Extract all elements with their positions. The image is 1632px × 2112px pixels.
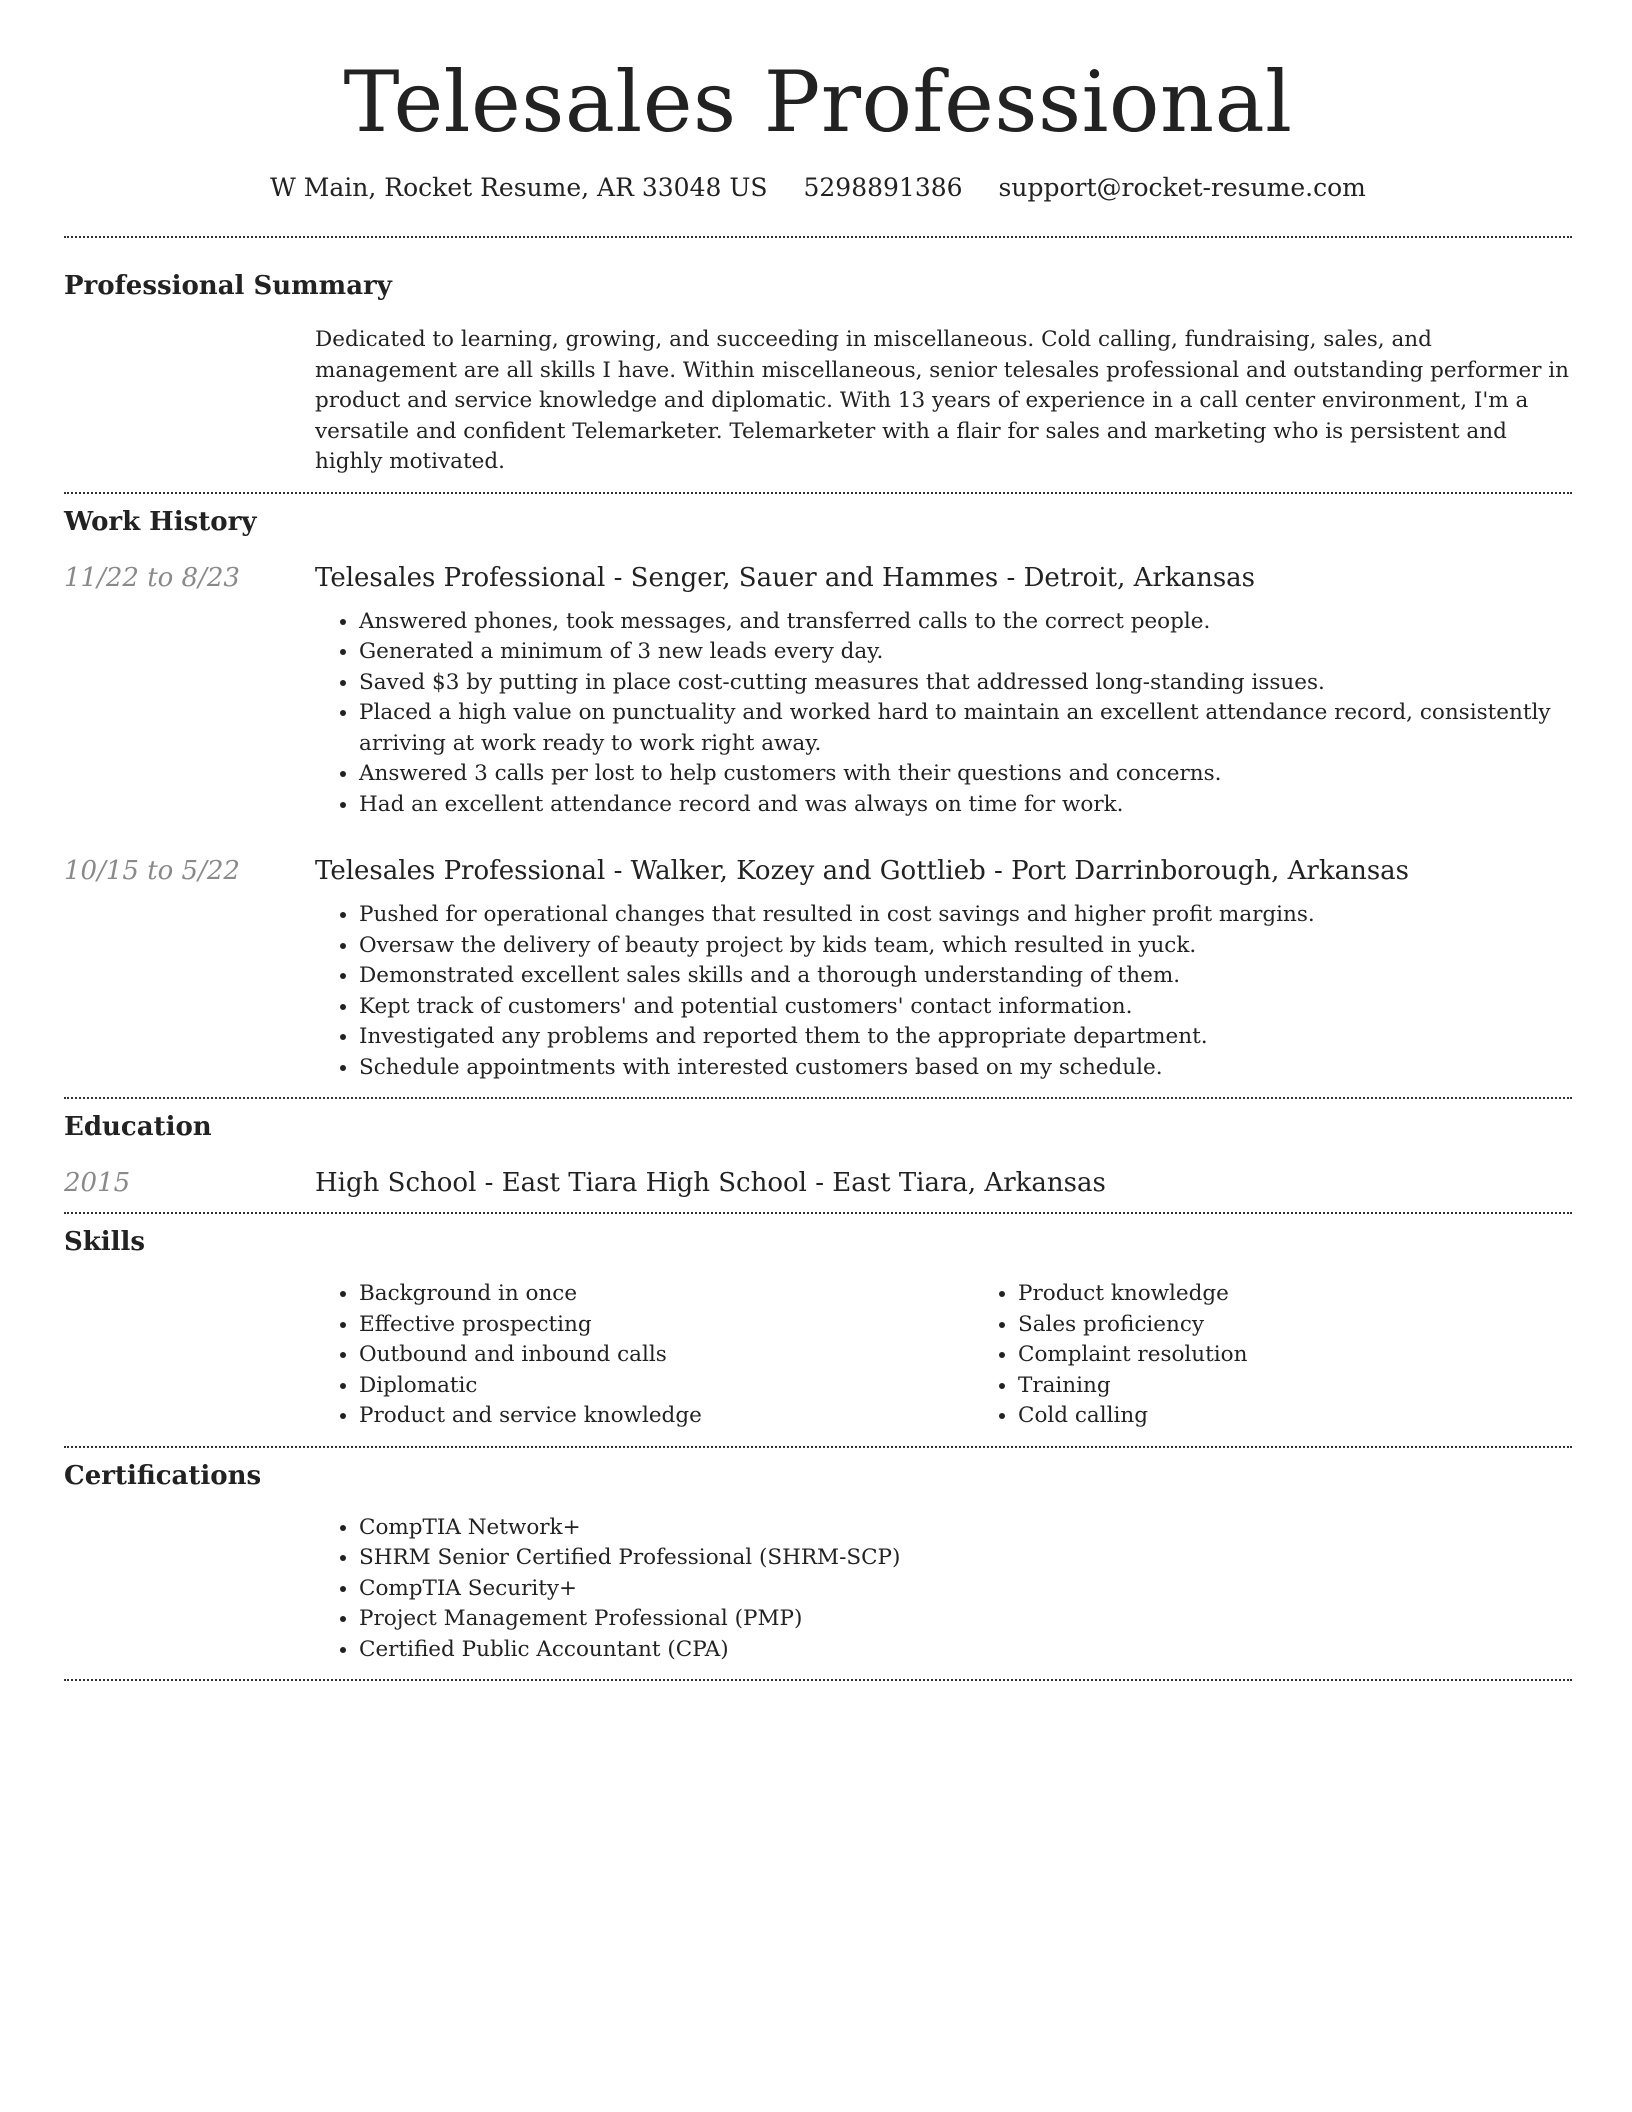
list-item: • Generated a minimum of 3 new leads every day. — [359, 637, 1572, 668]
job-bullets — [315, 607, 1572, 821]
education-section — [64, 1099, 1572, 1200]
list-item: • Effective prospecting — [359, 1310, 974, 1341]
section-divider — [64, 1679, 1572, 1681]
summary-section — [64, 238, 1572, 478]
summary-text: Dedicated to learning, growing, and succeeding in miscellaneous. Cold calling, fundraising, sales, and management are all skills I have. Within miscellaneous, senior telesales professional and outstanding performer in product and service knowledge and diplomatic. With 13 years of experience in a call center environment, I'm a versatile and confident Telemarketer. Telemarketer with a flair for sales and marketing who is persistent and highly motivated. — [315, 327, 1570, 474]
job-bullets — [315, 900, 1572, 1083]
job-dates: 10/15 to 5/22 — [64, 856, 240, 886]
list-item: • Complaint resolution — [1018, 1340, 1632, 1371]
list-item: • Oversaw the delivery of beauty project by kids team, which resulted in yuck. — [359, 931, 1572, 962]
contact-email: support@rocket-resume.com — [998, 173, 1366, 202]
summary-title: Professional Summary — [64, 271, 392, 301]
certifications-title: Certifications — [64, 1460, 262, 1491]
job-heading: Telesales Professional - Walker, Kozey and Gottlieb - Port Darrinborough, Arkansas — [315, 856, 1410, 886]
work-history-section — [64, 494, 1572, 1084]
job-entry — [64, 561, 1572, 821]
list-item: • Saved $3 by putting in place cost-cutting measures that addressed long-standing issues. — [359, 668, 1572, 699]
education-entry — [64, 1166, 1572, 1200]
certifications-list — [315, 1513, 1572, 1666]
list-item: • Placed a high value on punctuality and worked hard to maintain an excellent attendance record, consistently arriving at work ready to work right away. — [359, 698, 1572, 759]
job-heading: Telesales Professional - Senger, Sauer and Hammes - Detroit, Arkansas — [315, 562, 1256, 593]
list-item: • Project Management Professional (PMP) — [359, 1604, 1572, 1635]
list-item: • Kept track of customers' and potential customers' contact information. — [359, 992, 1572, 1023]
skills-column — [974, 1279, 1632, 1432]
list-item: • Certified Public Accountant (CPA) — [359, 1635, 1572, 1666]
list-item: • Answered phones, took messages, and transferred calls to the correct people. — [359, 607, 1572, 638]
list-item: • Diplomatic — [359, 1371, 974, 1402]
list-item: • CompTIA Security+ — [359, 1574, 1572, 1605]
list-item: • Product and service knowledge — [359, 1401, 974, 1432]
list-item: • Outbound and inbound calls — [359, 1340, 974, 1371]
work-history-title: Work History — [64, 506, 257, 537]
list-item: • Answered 3 calls per lost to help customers with their questions and concerns. — [359, 759, 1572, 790]
list-item: • Investigated any problems and reported them to the appropriate department. — [359, 1022, 1572, 1053]
skills-title: Skills — [64, 1227, 146, 1257]
job-dates: 11/22 to 8/23 — [64, 562, 240, 593]
skills-column — [315, 1279, 974, 1432]
list-item: • SHRM Senior Certified Professional (SHRM-SCP) — [359, 1543, 1572, 1574]
education-heading: High School - East Tiara High School - East Tiara, Arkansas — [315, 1168, 1106, 1198]
list-item: • Had an excellent attendance record and was always on time for work. — [359, 790, 1572, 821]
education-year: 2015 — [64, 1168, 131, 1198]
certifications-section — [64, 1448, 1572, 1666]
job-entry — [64, 854, 1572, 1083]
skills-grid — [315, 1279, 1632, 1432]
skills-section — [64, 1214, 1572, 1432]
contact-phone: 5298891386 — [803, 173, 963, 202]
list-item: • Sales proficiency — [1018, 1310, 1632, 1341]
contact-line — [64, 170, 1572, 206]
list-item: • Product knowledge — [1018, 1279, 1632, 1310]
resume-header — [64, 0, 1572, 206]
list-item: • Schedule appointments with interested customers based on my schedule. — [359, 1053, 1572, 1084]
list-item: • Demonstrated excellent sales skills and a thorough understanding of them. — [359, 961, 1572, 992]
list-item: • Cold calling — [1018, 1401, 1632, 1432]
list-item: • Background in once — [359, 1279, 974, 1310]
list-item: • Training — [1018, 1371, 1632, 1402]
candidate-name: Telesales Professional — [343, 53, 1293, 151]
contact-address: W Main, Rocket Resume, AR 33048 US — [270, 173, 768, 202]
education-title: Education — [64, 1112, 212, 1142]
list-item: • CompTIA Network+ — [359, 1513, 1572, 1544]
resume-page — [64, 0, 1572, 1681]
list-item: • Pushed for operational changes that resulted in cost savings and higher profit margins. — [359, 900, 1572, 931]
